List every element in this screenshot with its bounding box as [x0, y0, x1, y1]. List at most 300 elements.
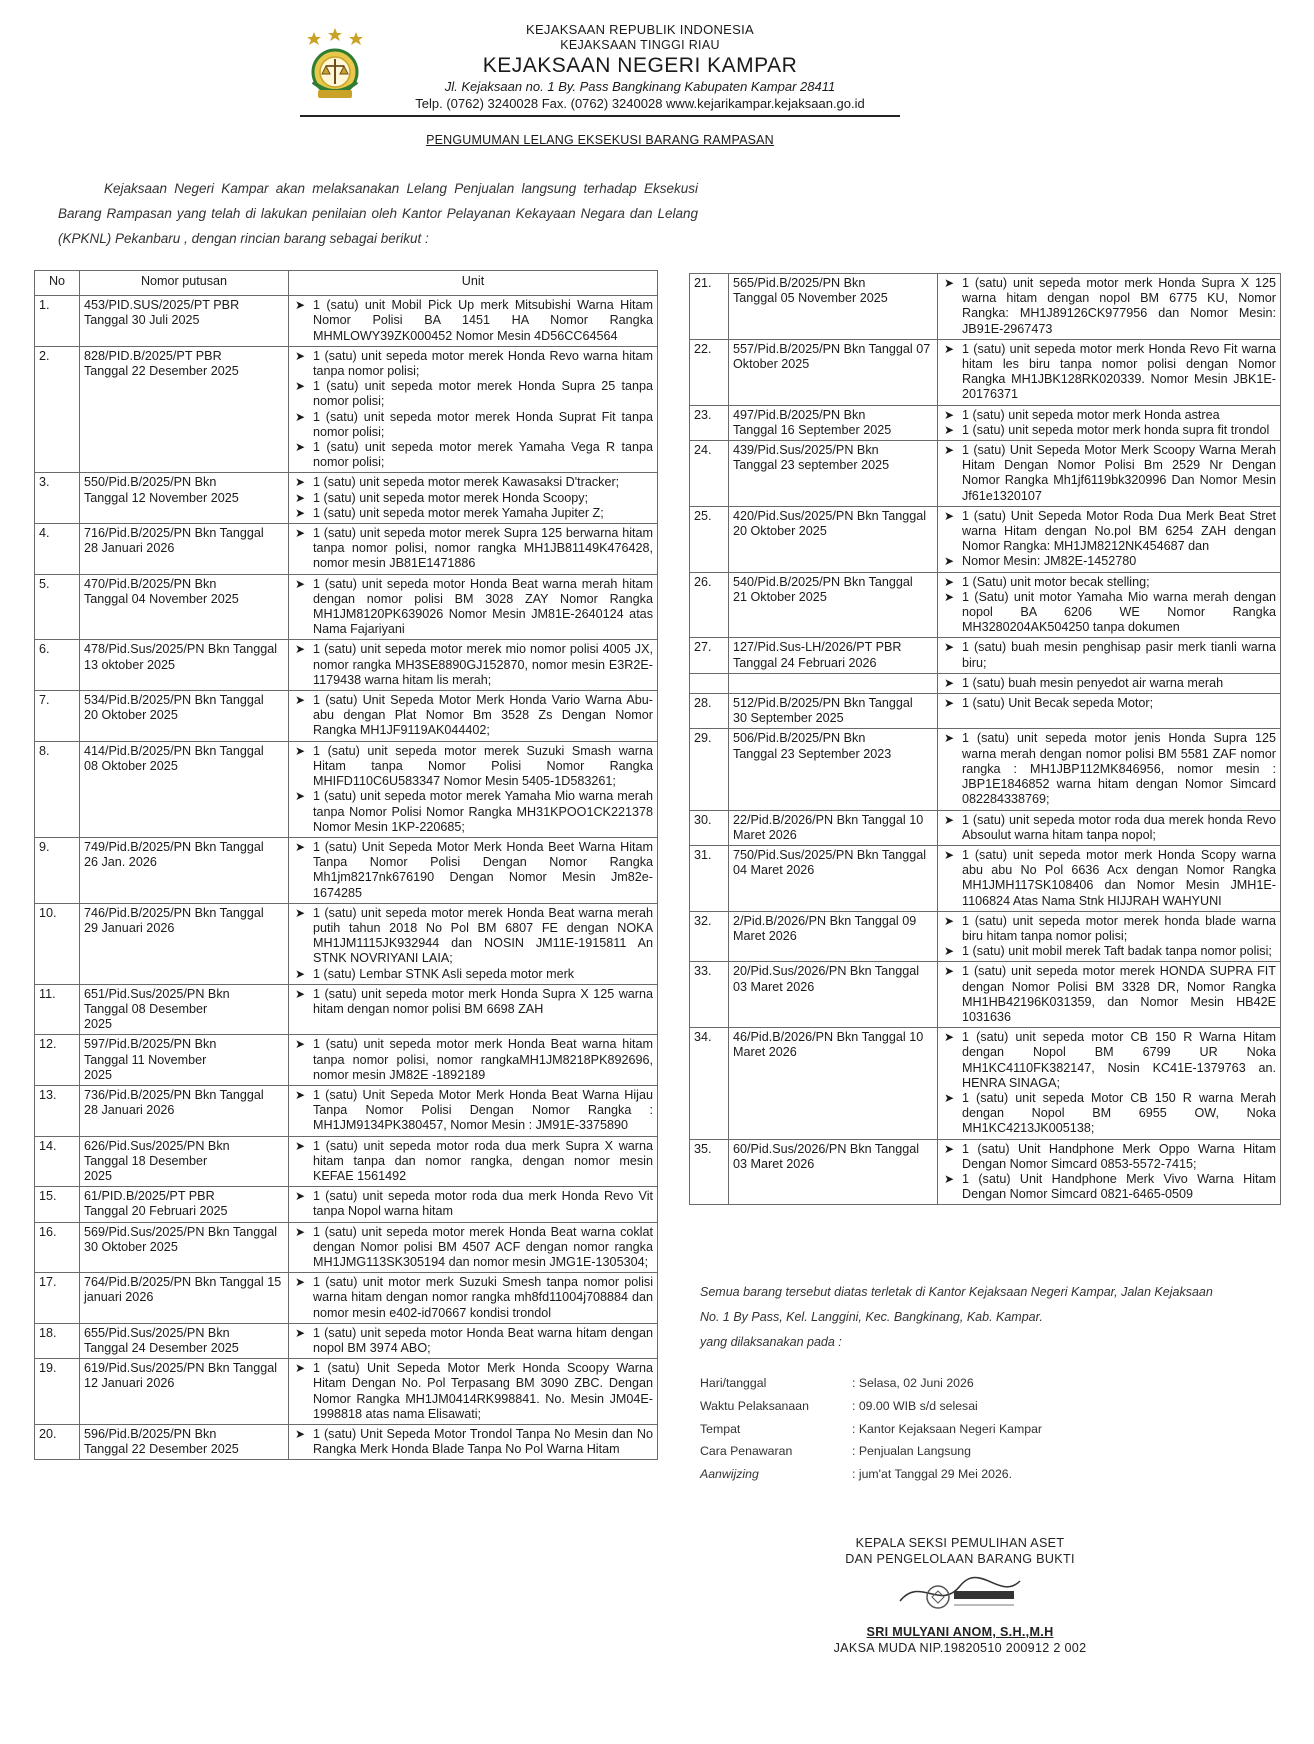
items-table-right — [689, 273, 1281, 1205]
decision-line: 28 Januari 2026 — [84, 1103, 175, 1118]
decision-line: Tanggal 24 Desember 2025 — [84, 1341, 239, 1355]
decision-line: 453/PID.SUS/2025/PT PBR — [84, 298, 240, 313]
unit-item: ➤ 1 (satu) unit sepeda motor merek HONDA SUPRA FIT dengan Nomor Polisi BM 3328 DR, Nomor Rangka MH1HB42196K031359, dan Nomor Mesin HB42E 1031636 — [942, 964, 1276, 1025]
item-number: 5. — [35, 574, 80, 640]
table-row — [35, 1323, 658, 1358]
unit-description — [289, 1035, 658, 1086]
unit-description — [289, 574, 658, 640]
decision-line: 746/Pid.B/2025/PN Bkn Tanggal — [84, 905, 264, 920]
unit-description — [938, 506, 1281, 572]
detail-row — [700, 1422, 1280, 1445]
unit-list — [293, 693, 653, 739]
unit-list — [293, 1037, 653, 1083]
unit-list — [942, 696, 1276, 711]
unit-item: ➤ 1 (satu) Unit Sepeda Motor Merk Honda Beat Warna Hijau Tanpa Nomor Polisi Dengan Nomor Rangka : MH1JM9134PK380457, Nomor Mesin : JM91E-3375890 — [293, 1088, 653, 1134]
detail-label: Waktu Pelaksanaan — [700, 1398, 809, 1413]
item-number: 4. — [35, 524, 80, 575]
table-row — [35, 1273, 658, 1324]
announcement-title: PENGUMUMAN LELANG EKSEKUSI BARANG RAMPASAN — [426, 133, 774, 147]
unit-list — [293, 1326, 653, 1356]
item-number: 10. — [35, 903, 80, 984]
unit-list — [293, 526, 653, 572]
unit-description — [289, 1359, 658, 1425]
unit-list — [942, 640, 1276, 670]
unit-list — [293, 1275, 653, 1321]
decision-line: 716/Pid.B/2025/PN Bkn Tanggal — [84, 526, 264, 541]
closing-paragraph — [700, 1280, 1280, 1355]
table-row — [690, 673, 1281, 693]
decision-number — [729, 845, 938, 911]
unit-item: ➤ 1 (satu) Unit Sepeda Motor Merk Honda Beet Warna Hitam Tanpa Nomor Polisi Dengan Nomor Rangka Mh1jm8217nk676190 Dengan Nomor Mesin Jm82e-1674285 — [293, 840, 653, 901]
decision-line: 764/Pid.B/2025/PN Bkn Tanggal 15 — [84, 1275, 282, 1290]
detail-value: : Selasa, 02 Juni 2026 — [852, 1376, 974, 1390]
unit-item: ➤ 1 (satu) unit mobil merek Taft badak tanpa nomor polisi; — [942, 944, 1276, 959]
item-number: 16. — [35, 1222, 80, 1273]
detail-row — [700, 1399, 1280, 1422]
unit-description — [938, 405, 1281, 440]
unit-list — [293, 642, 653, 688]
detail-row — [700, 1467, 1280, 1490]
table-row — [690, 506, 1281, 572]
unit-list — [942, 509, 1276, 570]
unit-item: ➤ 1 (satu) Unit Sepeda Motor Merk Scoopy Warna Merah Hitam Dengan Nomor Polisi Bm 2529 Nr Dengan Nomor Rangka Mh1jf6119bk320996 Dan Nomor Mesin Jf61e1320107 — [942, 443, 1276, 504]
decision-line: 420/Pid.Sus/2025/PN Bkn Tanggal — [733, 508, 927, 523]
header-unit: Unit — [289, 271, 658, 296]
table-row — [35, 984, 658, 1035]
unit-description — [938, 810, 1281, 845]
decision-number — [80, 574, 289, 640]
unit-description — [289, 903, 658, 984]
table-row — [35, 640, 658, 691]
unit-list — [293, 577, 653, 638]
letterhead-divider — [300, 115, 900, 117]
unit-item: ➤ 1 (satu) Lembar STNK Asli sepeda motor merk — [293, 967, 653, 982]
item-number: 17. — [35, 1273, 80, 1324]
decision-number — [729, 694, 938, 729]
decision-line: 597/Pid.B/2025/PN Bkn — [84, 1037, 217, 1052]
decision-line: 550/Pid.B/2025/PN Bkn — [84, 475, 217, 490]
item-number — [690, 673, 729, 693]
unit-description — [289, 837, 658, 903]
decision-number — [80, 524, 289, 575]
table-row — [690, 962, 1281, 1028]
unit-item: ➤ 1 (satu) unit sepeda motor jenis Honda Supra 125 warna merah dengan nomor polisi BM 5581 ZAF nomor rangka : MH1JBP112MK846956, nomor mesin : JBP1E1846852 warna hitam dengan Nomor Simcard 082284338769; — [942, 731, 1276, 807]
item-number: 35. — [690, 1139, 729, 1205]
table-row — [690, 1028, 1281, 1139]
signature-title-2: DAN PENGELOLAAN BARANG BUKTI — [845, 1552, 1075, 1566]
decision-number — [80, 296, 289, 347]
table-row — [35, 1222, 658, 1273]
decision-line: Tanggal 18 Desember — [84, 1153, 208, 1168]
decision-line: Maret 2026 — [733, 827, 797, 842]
unit-list — [942, 676, 1276, 691]
table-row — [690, 911, 1281, 962]
decision-line: Oktober 2025 — [733, 357, 810, 372]
unit-item: ➤ 1 (satu) unit sepeda motor merek mio nomor polisi 4005 JX, nomor rangka MH3SE8890GJ152870, nomor mesin E3R2E-1179438 warna hitam lis merah; — [293, 642, 653, 688]
decision-line: 2/Pid.B/2026/PN Bkn Tanggal 09 — [733, 913, 917, 928]
table-row — [35, 524, 658, 575]
unit-description — [289, 1273, 658, 1324]
unit-item: ➤ 1 (satu) unit sepeda motor merek Kawasaksi D'tracker; — [293, 475, 653, 490]
unit-description — [938, 962, 1281, 1028]
decision-number — [80, 1085, 289, 1136]
table-row — [35, 837, 658, 903]
unit-list — [942, 1030, 1276, 1136]
unit-list — [293, 744, 653, 835]
unit-description — [938, 1139, 1281, 1205]
item-number: 12. — [35, 1035, 80, 1086]
unit-item: ➤ 1 (satu) unit sepeda motor merek Supra 125 berwarna hitam tanpa nomor polisi, nomor rangka MH1JB81149K476428, nomor mesin JB81E1471886 — [293, 526, 653, 572]
unit-list — [942, 848, 1276, 909]
table-row — [35, 574, 658, 640]
unit-description — [289, 741, 658, 837]
intro-paragraph — [58, 176, 698, 251]
signatory-nip: JAKSA MUDA NIP.19820510 200912 2 002 — [833, 1641, 1087, 1655]
decision-line: Tanggal 30 Juli 2025 — [84, 313, 200, 328]
unit-item: ➤ 1 (satu) unit sepeda Motor CB 150 R warna Merah dengan Nopol BM 6955 OW, Noka MH1KC4213JK005138; — [942, 1091, 1276, 1137]
unit-description — [938, 638, 1281, 673]
unit-list — [942, 964, 1276, 1025]
kejaksaan-emblem-icon — [300, 26, 370, 102]
item-number: 26. — [690, 572, 729, 638]
unit-item: ➤ 1 (satu) unit sepeda motor merk Honda Supra X 125 warna hitam dengan nomor polisi BM 6698 ZAH — [293, 987, 653, 1017]
decision-line: Tanggal 05 November 2025 — [733, 291, 888, 306]
detail-label: Cara Penawaran — [700, 1444, 793, 1459]
decision-line: 497/Pid.B/2025/PN Bkn — [733, 407, 866, 422]
decision-number — [729, 405, 938, 440]
unit-list — [293, 1139, 653, 1185]
unit-description — [289, 691, 658, 742]
decision-line: 2025 — [84, 1017, 113, 1032]
decision-line: 478/Pid.Sus/2025/PN Bkn Tanggal — [84, 642, 278, 657]
decision-line: 439/Pid.Sus/2025/PN Bkn — [733, 443, 879, 458]
item-number: 30. — [690, 810, 729, 845]
item-number: 9. — [35, 837, 80, 903]
item-number: 18. — [35, 1323, 80, 1358]
decision-number — [80, 1035, 289, 1086]
decision-number — [80, 837, 289, 903]
item-number: 8. — [35, 741, 80, 837]
signature-stamp-icon — [880, 1571, 1040, 1617]
decision-line: 619/Pid.Sus/2025/PN Bkn Tanggal — [84, 1361, 278, 1376]
detail-value: : jum'at Tanggal 29 Mei 2026. — [852, 1467, 1013, 1482]
decision-line: 30 Oktober 2025 — [84, 1239, 178, 1254]
unit-list — [942, 731, 1276, 807]
decision-line: 596/Pid.B/2025/PN Bkn — [84, 1427, 217, 1442]
decision-line: 127/Pid.Sus-LH/2026/PT PBR — [733, 640, 902, 655]
table-row — [35, 1035, 658, 1086]
decision-number — [80, 1273, 289, 1324]
unit-item: ➤ 1 (satu) unit sepeda motor Honda Beat warna hitam dengan nopol BM 3974 ABO; — [293, 1326, 653, 1356]
decision-line: 20/Pid.Sus/2026/PN Bkn Tanggal — [733, 964, 920, 979]
unit-list — [293, 1361, 653, 1422]
unit-description — [938, 694, 1281, 729]
decision-line: 03 Maret 2026 — [733, 1156, 815, 1171]
unit-list — [942, 575, 1276, 636]
decision-line: Tanggal 08 Desember — [84, 1001, 208, 1016]
item-number: 3. — [35, 473, 80, 524]
unit-item: ➤ 1 (satu) Unit Sepeda Motor Merk Honda Vario Warna Abu-abu dengan Plat Nomor Bm 3528 Zs Dengan Nomor Rangka MH1JF9119AK044402; — [293, 693, 653, 739]
decision-number — [729, 962, 938, 1028]
unit-list — [942, 342, 1276, 403]
decision-line: 557/Pid.B/2025/PN Bkn Tanggal 07 — [733, 341, 931, 356]
decision-number — [729, 810, 938, 845]
table-row — [690, 638, 1281, 673]
decision-line: 414/Pid.B/2025/PN Bkn Tanggal — [84, 743, 264, 758]
table-row — [35, 1136, 658, 1187]
table-row — [35, 1085, 658, 1136]
decision-line: 30 September 2025 — [733, 711, 844, 726]
decision-number — [80, 1187, 289, 1222]
detail-value: : Penjualan Langsung — [852, 1444, 971, 1459]
unit-item: ➤ 1 (satu) unit sepeda motor CB 150 R Warna Hitam dengan Nopol BM 6799 UR Noka MH1KC4110FK382147, Nosin KC41E-1379763 an. HENRA SINAGA; — [942, 1030, 1276, 1091]
unit-item: ➤ 1 (satu) buah mesin penyedot air warna merah — [942, 676, 1276, 691]
item-number: 1. — [35, 296, 80, 347]
decision-line: 534/Pid.B/2025/PN Bkn Tanggal — [84, 693, 264, 708]
unit-item: ➤ 1 (satu) Unit Sepeda Motor Merk Honda Scoopy Warna Hitam Dengan No. Pol Terpasang BM 3090 ZBC. Dengan Nomor Rangka MH1JM0414RK998841. No. Mesin JM04E-1998818 atas nama Elisawati; — [293, 1361, 653, 1422]
item-number: 27. — [690, 638, 729, 673]
item-number: 24. — [690, 441, 729, 507]
unit-item: ➤ 1 (satu) unit sepeda motor merek Honda Scoopy; — [293, 491, 653, 506]
item-number: 25. — [690, 506, 729, 572]
signature-title-1: KEPALA SEKSI PEMULIHAN ASET — [855, 1536, 1065, 1550]
table-row — [690, 274, 1281, 340]
decision-line: 512/Pid.B/2025/PN Bkn Tanggal — [733, 696, 913, 711]
unit-item: ➤ 1 (satu) unit sepeda motor merek honda blade warna biru hitam tanpa nomor polisi; — [942, 914, 1276, 944]
unit-list — [942, 408, 1276, 438]
unit-list — [293, 1427, 653, 1457]
letterhead-line-1: KEJAKSAAN REPUBLIK INDONESIA — [525, 22, 755, 37]
decision-line: 21 Oktober 2025 — [733, 589, 827, 604]
unit-description — [289, 1136, 658, 1187]
item-number: 15. — [35, 1187, 80, 1222]
unit-item: ➤ 1 (satu) unit sepeda motor merek Yamaha Mio warna merah tanpa Nomor Polisi Nomor Rangka MH31KPOO1CK221378 Nomor Mesin 1KP-220685; — [293, 789, 653, 835]
decision-line: 29 Januari 2026 — [84, 920, 175, 935]
closing-line-3: yang dilaksanakan pada : — [700, 1335, 842, 1349]
decision-line: Tanggal 20 Februari 2025 — [84, 1204, 228, 1219]
decision-line: 03 Maret 2026 — [733, 979, 815, 994]
unit-item: ➤ 1 (satu) unit sepeda motor merek Honda Beat warna merah putih tahun 2018 No Pol BM 6807 FE dengan NOKA MH1JM1115JK932944 dan NOSIN JM11E-1915811 An STNK NOVRIYANI LAIA; — [293, 906, 653, 967]
decision-number — [80, 1136, 289, 1187]
unit-item: ➤ 1 (satu) unit sepeda motor roda dua merek honda Revo Absoulut warna hitam tanpa nopol; — [942, 813, 1276, 843]
decision-line: Tanggal 23 September 2023 — [733, 746, 892, 761]
decision-line: 540/Pid.B/2025/PN Bkn Tanggal — [733, 574, 913, 589]
decision-line: 736/Pid.B/2025/PN Bkn Tanggal — [84, 1087, 264, 1102]
unit-description — [938, 729, 1281, 810]
closing-line-2: No. 1 By Pass, Kel. Langgini, Kec. Bangkinang, Kab. Kampar. — [700, 1310, 1043, 1324]
unit-item: ➤ 1 (satu) unit sepeda motor merk Honda astrea — [942, 408, 1276, 423]
detail-label: Aanwijzing — [700, 1467, 759, 1482]
decision-line: 2025 — [84, 1067, 113, 1082]
item-number: 13. — [35, 1085, 80, 1136]
unit-item: ➤ 1 (satu) unit sepeda motor Honda Beat warna merah hitam dengan nomor polisi BM 3028 ZAY Nomor Rangka MH1JM8120PK639026 Nomor Mesin JM81E-2640124 atas Nama Fajariyani — [293, 577, 653, 638]
decision-number — [729, 1028, 938, 1139]
decision-line: Tanggal 24 Februari 2026 — [733, 655, 877, 670]
unit-list — [293, 298, 653, 344]
decision-line: Maret 2026 — [733, 928, 797, 943]
unit-item: ➤ 1 (satu) unit sepeda motor roda dua merk Supra X warna hitam tanpa dan nomor rangka, dengan nomor mesin KEFAE 1561492 — [293, 1139, 653, 1185]
unit-description — [938, 441, 1281, 507]
item-number: 2. — [35, 346, 80, 473]
unit-list — [293, 1225, 653, 1271]
table-row — [690, 441, 1281, 507]
item-number: 19. — [35, 1359, 80, 1425]
table-row — [35, 473, 658, 524]
unit-description — [289, 524, 658, 575]
item-number: 28. — [690, 694, 729, 729]
decision-number — [729, 506, 938, 572]
unit-list — [293, 987, 653, 1017]
unit-item: ➤ 1 (satu) buah mesin penghisap pasir merk tianli warna biru; — [942, 640, 1276, 670]
decision-line: 61/PID.B/2025/PT PBR — [84, 1189, 215, 1204]
decision-line: 20 Oktober 2025 — [733, 524, 827, 539]
table-header-row — [35, 271, 658, 296]
decision-line: 651/Pid.Sus/2025/PN Bkn — [84, 986, 230, 1001]
decision-line: 46/Pid.B/2026/PN Bkn Tanggal 10 — [733, 1030, 924, 1045]
unit-description — [289, 296, 658, 347]
auction-details — [700, 1376, 1280, 1490]
decision-line: 569/Pid.Sus/2025/PN Bkn Tanggal — [84, 1224, 278, 1239]
decision-line: 28 Januari 2026 — [84, 541, 175, 556]
unit-description — [289, 346, 658, 473]
item-number: 6. — [35, 640, 80, 691]
decision-line: 749/Pid.B/2025/PN Bkn Tanggal — [84, 839, 264, 854]
intro-text: Kejaksaan Negeri Kampar akan melaksanakan Lelang Penjualan langsung terhadap Eksekusi Barang Rampasan yang telah di lakukan penilaian oleh Kantor Pelayanan Kekayaan Negara dan Lelang (KPKNL) Pekanbaru , dengan rincian barang sebagai berikut : — [58, 181, 698, 246]
unit-item: ➤ 1 (satu) Unit Becak sepeda Motor; — [942, 696, 1276, 711]
decision-line: Tanggal 04 November 2025 — [84, 591, 239, 606]
table-row — [690, 810, 1281, 845]
unit-list — [293, 906, 653, 982]
item-number: 20. — [35, 1425, 80, 1460]
detail-label: Hari/tanggal — [700, 1376, 767, 1390]
unit-list — [942, 813, 1276, 843]
decision-line: 20 Oktober 2025 — [84, 708, 178, 723]
table-row — [35, 1187, 658, 1222]
unit-item: ➤ 1 (satu) unit sepeda motor merek Honda Supra 25 tanpa nomor polisi; — [293, 379, 653, 409]
item-number: 7. — [35, 691, 80, 742]
decision-line: 22/Pid.B/2026/PN Bkn Tanggal 10 — [733, 812, 924, 827]
unit-description — [289, 473, 658, 524]
unit-item: ➤ 1 (satu) unit sepeda motor merk Honda Supra X 125 warna hitam dengan nopol BM 6775 KU, Nomor Rangka: MH1J89126CK977956 dan Nomor Mesin: JB91E-2967473 — [942, 276, 1276, 337]
detail-row — [700, 1444, 1280, 1467]
item-number: 29. — [690, 729, 729, 810]
decision-line: Tanggal 23 september 2025 — [733, 458, 890, 473]
unit-item: ➤ 1 (satu) unit sepeda motor merek Honda Revo warna hitam tanpa nomor polisi; — [293, 349, 653, 379]
unit-item: ➤ 1 (satu) Unit Sepeda Motor Roda Dua Merk Beat Stret warna Hitam dengan No.pol BM 6254 ZAH dengan Nomor Rangka: MH1JM8212NK454687 dan — [942, 509, 1276, 555]
unit-item: ➤ 1 (satu) unit sepeda motor merek Yamaha Jupiter Z; — [293, 506, 653, 521]
item-number: 21. — [690, 274, 729, 340]
signature-block — [810, 1535, 1110, 1656]
unit-description — [938, 1028, 1281, 1139]
unit-item: ➤ Nomor Mesin: JM82E-1452780 — [942, 554, 1276, 569]
decision-line: 626/Pid.Sus/2025/PN Bkn — [84, 1138, 230, 1153]
decision-number — [729, 572, 938, 638]
signatory-name: SRI MULYANI ANOM, S.H.,M.H — [866, 1625, 1054, 1639]
unit-list — [293, 840, 653, 901]
letterhead-line-2: KEJAKSAAN TINGGI RIAU — [560, 38, 720, 52]
decision-number — [729, 441, 938, 507]
item-number: 34. — [690, 1028, 729, 1139]
unit-description — [289, 1323, 658, 1358]
items-table-left — [34, 270, 658, 1460]
decision-number — [80, 1222, 289, 1273]
table-row — [690, 572, 1281, 638]
unit-description — [938, 673, 1281, 693]
unit-description — [938, 845, 1281, 911]
item-number: 22. — [690, 339, 729, 405]
decision-line: Tanggal 22 Desember 2025 — [84, 364, 239, 379]
decision-line: 470/Pid.B/2025/PN Bkn — [84, 576, 217, 591]
item-number: 14. — [35, 1136, 80, 1187]
decision-line: 12 Januari 2026 — [84, 1376, 175, 1391]
decision-line: 60/Pid.Sus/2026/PN Bkn Tanggal — [733, 1141, 920, 1156]
decision-line: Maret 2026 — [733, 1045, 797, 1060]
item-number: 23. — [690, 405, 729, 440]
table-row — [35, 296, 658, 347]
decision-number — [80, 741, 289, 837]
table-row — [35, 903, 658, 984]
decision-line: Tanggal 22 Desember 2025 — [84, 1442, 239, 1457]
decision-line: 828/PID.B/2025/PT PBR — [84, 348, 222, 363]
unit-item: ➤ 1 (satu) unit sepeda motor merek Yamaha Vega R tanpa nomor polisi; — [293, 440, 653, 470]
decision-line: 655/Pid.Sus/2025/PN Bkn — [84, 1325, 230, 1340]
unit-item: ➤ 1 (satu) unit sepeda motor merek Honda Suprat Fit tanpa nomor polisi; — [293, 410, 653, 440]
unit-item: ➤ 1 (satu) unit sepeda motor merk Honda Scopy warna abu abu No Pol 6636 Acx dengan Nomor Rangka MH1JMH117SK108406 dan Nomor Mesin JMH1E-1106824 Atas Nama Stnk HIJJRAH WAHYUNI — [942, 848, 1276, 909]
detail-row — [700, 1376, 1280, 1399]
table-row — [690, 339, 1281, 405]
decision-line: Tanggal 16 September 2025 — [733, 422, 892, 437]
unit-item: ➤ 1 (Satu) unit motor becak stelling; — [942, 575, 1276, 590]
decision-line: 2025 — [84, 1168, 113, 1183]
table-row — [690, 729, 1281, 810]
decision-number — [80, 1425, 289, 1460]
unit-description — [289, 640, 658, 691]
item-number: 32. — [690, 911, 729, 962]
unit-list — [293, 475, 653, 521]
unit-item: ➤ 1 (satu) unit sepeda motor merek Suzuki Smash warna Hitam tanpa Nomor Polisi Nomor Rangka MHIFD110C6U583347 Nomor Mesin 5405-1D583261; — [293, 744, 653, 790]
unit-description — [289, 1187, 658, 1222]
decision-line: 13 oktober 2025 — [84, 657, 176, 672]
decision-number — [80, 1359, 289, 1425]
unit-list — [942, 276, 1276, 337]
decision-number — [80, 984, 289, 1035]
unit-item: ➤ 1 (satu) Unit Handphone Merk Oppo Warna Hitam Dengan Nomor Simcard 0853-5572-7415; — [942, 1142, 1276, 1172]
unit-item: ➤ 1 (satu) Unit Sepeda Motor Trondol Tanpa No Mesin dan No Rangka Merk Honda Blade Tanpa No Pol Warna Hitam — [293, 1427, 653, 1457]
letterhead-address: Jl. Kejaksaan no. 1 By. Pass Bangkinang Kabupaten Kampar 28411 — [444, 79, 836, 94]
unit-list — [293, 349, 653, 471]
unit-item: ➤ 1 (satu) Unit Handphone Merk Vivo Warna Hitam Dengan Nomor Simcard 0821-6465-0509 — [942, 1172, 1276, 1202]
unit-item: ➤ 1 (Satu) unit motor Yamaha Mio warna merah dengan nopol BA 6206 WE Nomor Rangka MH3280204AK504250 tanpa dokumen — [942, 590, 1276, 636]
unit-list — [942, 443, 1276, 504]
table-row — [690, 405, 1281, 440]
unit-description — [938, 274, 1281, 340]
detail-label: Tempat — [700, 1421, 741, 1436]
decision-number — [80, 1323, 289, 1358]
unit-description — [289, 1222, 658, 1273]
decision-line: januari 2026 — [84, 1290, 154, 1305]
unit-list — [293, 1189, 653, 1219]
decision-line: 750/Pid.Sus/2025/PN Bkn Tanggal — [733, 847, 927, 862]
unit-description — [289, 1085, 658, 1136]
unit-description — [289, 984, 658, 1035]
decision-line: 26 Jan. 2026 — [84, 855, 157, 870]
decision-line: Tanggal 11 November — [84, 1052, 207, 1067]
table-row — [35, 1359, 658, 1425]
decision-line: 08 Oktober 2025 — [84, 758, 178, 773]
decision-number — [80, 346, 289, 473]
table-row — [35, 691, 658, 742]
table-row — [690, 845, 1281, 911]
